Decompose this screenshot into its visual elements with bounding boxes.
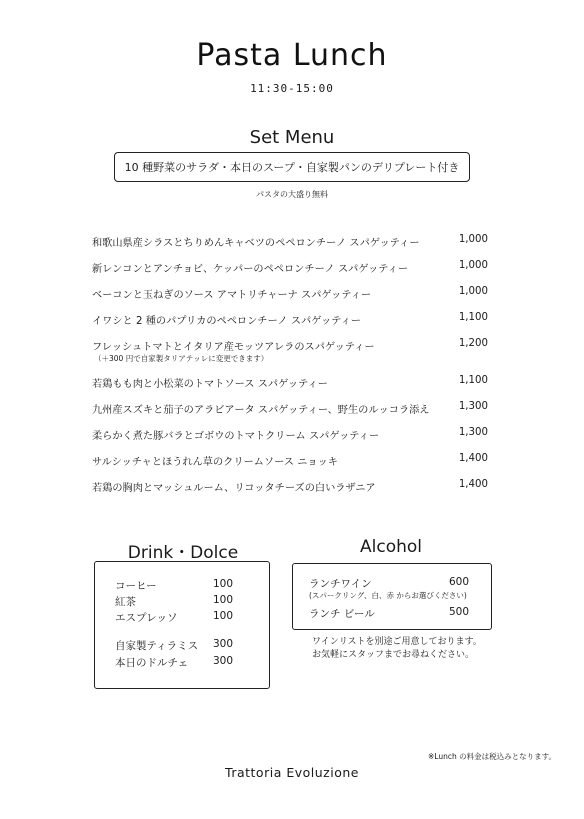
alcohol-name: ランチワイン — [309, 578, 372, 590]
menu-item-name: 柔らかく煮た豚バラとゴボウのトマトクリーム スパゲッティー — [92, 431, 380, 442]
wine-list-note-line: お気軽にスタッフまでお尋ねください。 — [312, 650, 475, 660]
lunch-hours: 11:30-15:00 — [250, 82, 334, 95]
menu-item-note: （＋300 円で自家製タリアテッレに変更できます） — [94, 354, 269, 363]
wine-list-note — [312, 636, 482, 662]
drink-name: 紅茶 — [115, 596, 136, 608]
list-item — [92, 375, 488, 401]
menu-item-price: 1,400 — [458, 479, 488, 490]
dolce-price: 300 — [213, 655, 234, 667]
alcohol-box — [292, 563, 492, 630]
drink-price: 100 — [213, 610, 234, 622]
menu-item-price: 1,000 — [458, 286, 488, 297]
alcohol-price: 500 — [449, 606, 470, 618]
menu-item-price: 1,000 — [458, 234, 488, 245]
alcohol-name: ランチ ビール — [309, 608, 375, 620]
restaurant-name: Trattoria Evoluzione — [225, 765, 359, 780]
list-item — [92, 338, 488, 375]
set-menu-title: Set Menu — [249, 127, 335, 148]
tax-note: ※Lunch の料金は税込みとなります。 — [428, 752, 556, 761]
list-item — [92, 453, 488, 479]
alcohol-price: 600 — [449, 576, 470, 588]
drink-price: 100 — [213, 578, 234, 590]
menu-item-price: 1,000 — [458, 260, 488, 271]
menu-item-price: 1,100 — [458, 375, 488, 386]
menu-item-name: ベーコンと玉ねぎのソース アマトリチャーナ スパゲッティー — [92, 290, 372, 301]
alcohol-note: (スパークリング、白、赤 からお選びください) — [309, 591, 467, 600]
list-item — [92, 401, 488, 427]
menu-item-price: 1,400 — [458, 453, 488, 464]
dolce-name: 本日のドルチェ — [115, 657, 189, 669]
menu-item-name: 若鶏の胸肉とマッシュルーム、リコッタチーズの白いラザニア — [92, 483, 376, 494]
menu-item-name: フレッシュトマトとイタリア産モッツアレラのスパゲッティー — [92, 342, 375, 353]
list-item — [92, 427, 488, 453]
menu-item-name: 九州産スズキと茄子のアラビアータ スパゲッティー、野生のルッコラ添え — [92, 405, 430, 416]
menu-item-price: 1,200 — [458, 338, 488, 349]
menu-item-name: イワシと 2 種のパプリカのペペロンチーノ スパゲッティー — [92, 316, 361, 327]
menu-item-name: サルシッチャとほうれん草のクリームソース ニョッキ — [92, 457, 338, 468]
menu-item-price: 1,300 — [458, 401, 488, 412]
drink-price: 100 — [213, 594, 234, 606]
menu-item-price: 1,100 — [458, 312, 488, 323]
list-item — [92, 234, 488, 260]
drink-dolce-title: Drink・Dolce — [127, 543, 239, 563]
set-menu-box — [114, 152, 470, 182]
set-menu-includes: 10 種野菜のサラダ・本日のスープ・自家製パンのデリプレート付き — [124, 161, 460, 174]
drink-name: コーヒー — [115, 580, 157, 592]
wine-list-note-line: ワインリストを別途ご用意しております。 — [312, 637, 482, 647]
page-title: Pasta Lunch — [196, 38, 388, 73]
drink-dolce-box — [94, 561, 270, 689]
list-item — [92, 312, 488, 338]
menu-item-name: 若鶏もも肉と小松菜のトマトソース スパゲッティー — [92, 379, 328, 390]
alcohol-title: Alcohol — [360, 537, 422, 557]
list-item — [92, 260, 488, 286]
list-item — [92, 479, 488, 505]
set-menu-note: パスタの大盛り無料 — [256, 190, 328, 199]
dolce-price: 300 — [213, 638, 234, 650]
pasta-menu-list — [92, 234, 488, 505]
menu-item-name: 新レンコンとアンチョビ、ケッパーのペペロンチーノ スパゲッティー — [92, 264, 409, 275]
list-item — [92, 286, 488, 312]
menu-item-name: 和歌山県産シラスとちりめんキャベツのペペロンチーノ スパゲッティー — [92, 238, 420, 249]
dolce-name: 自家製ティラミス — [115, 640, 199, 652]
menu-item-price: 1,300 — [458, 427, 488, 438]
drink-name: エスプレッソ — [115, 612, 178, 624]
